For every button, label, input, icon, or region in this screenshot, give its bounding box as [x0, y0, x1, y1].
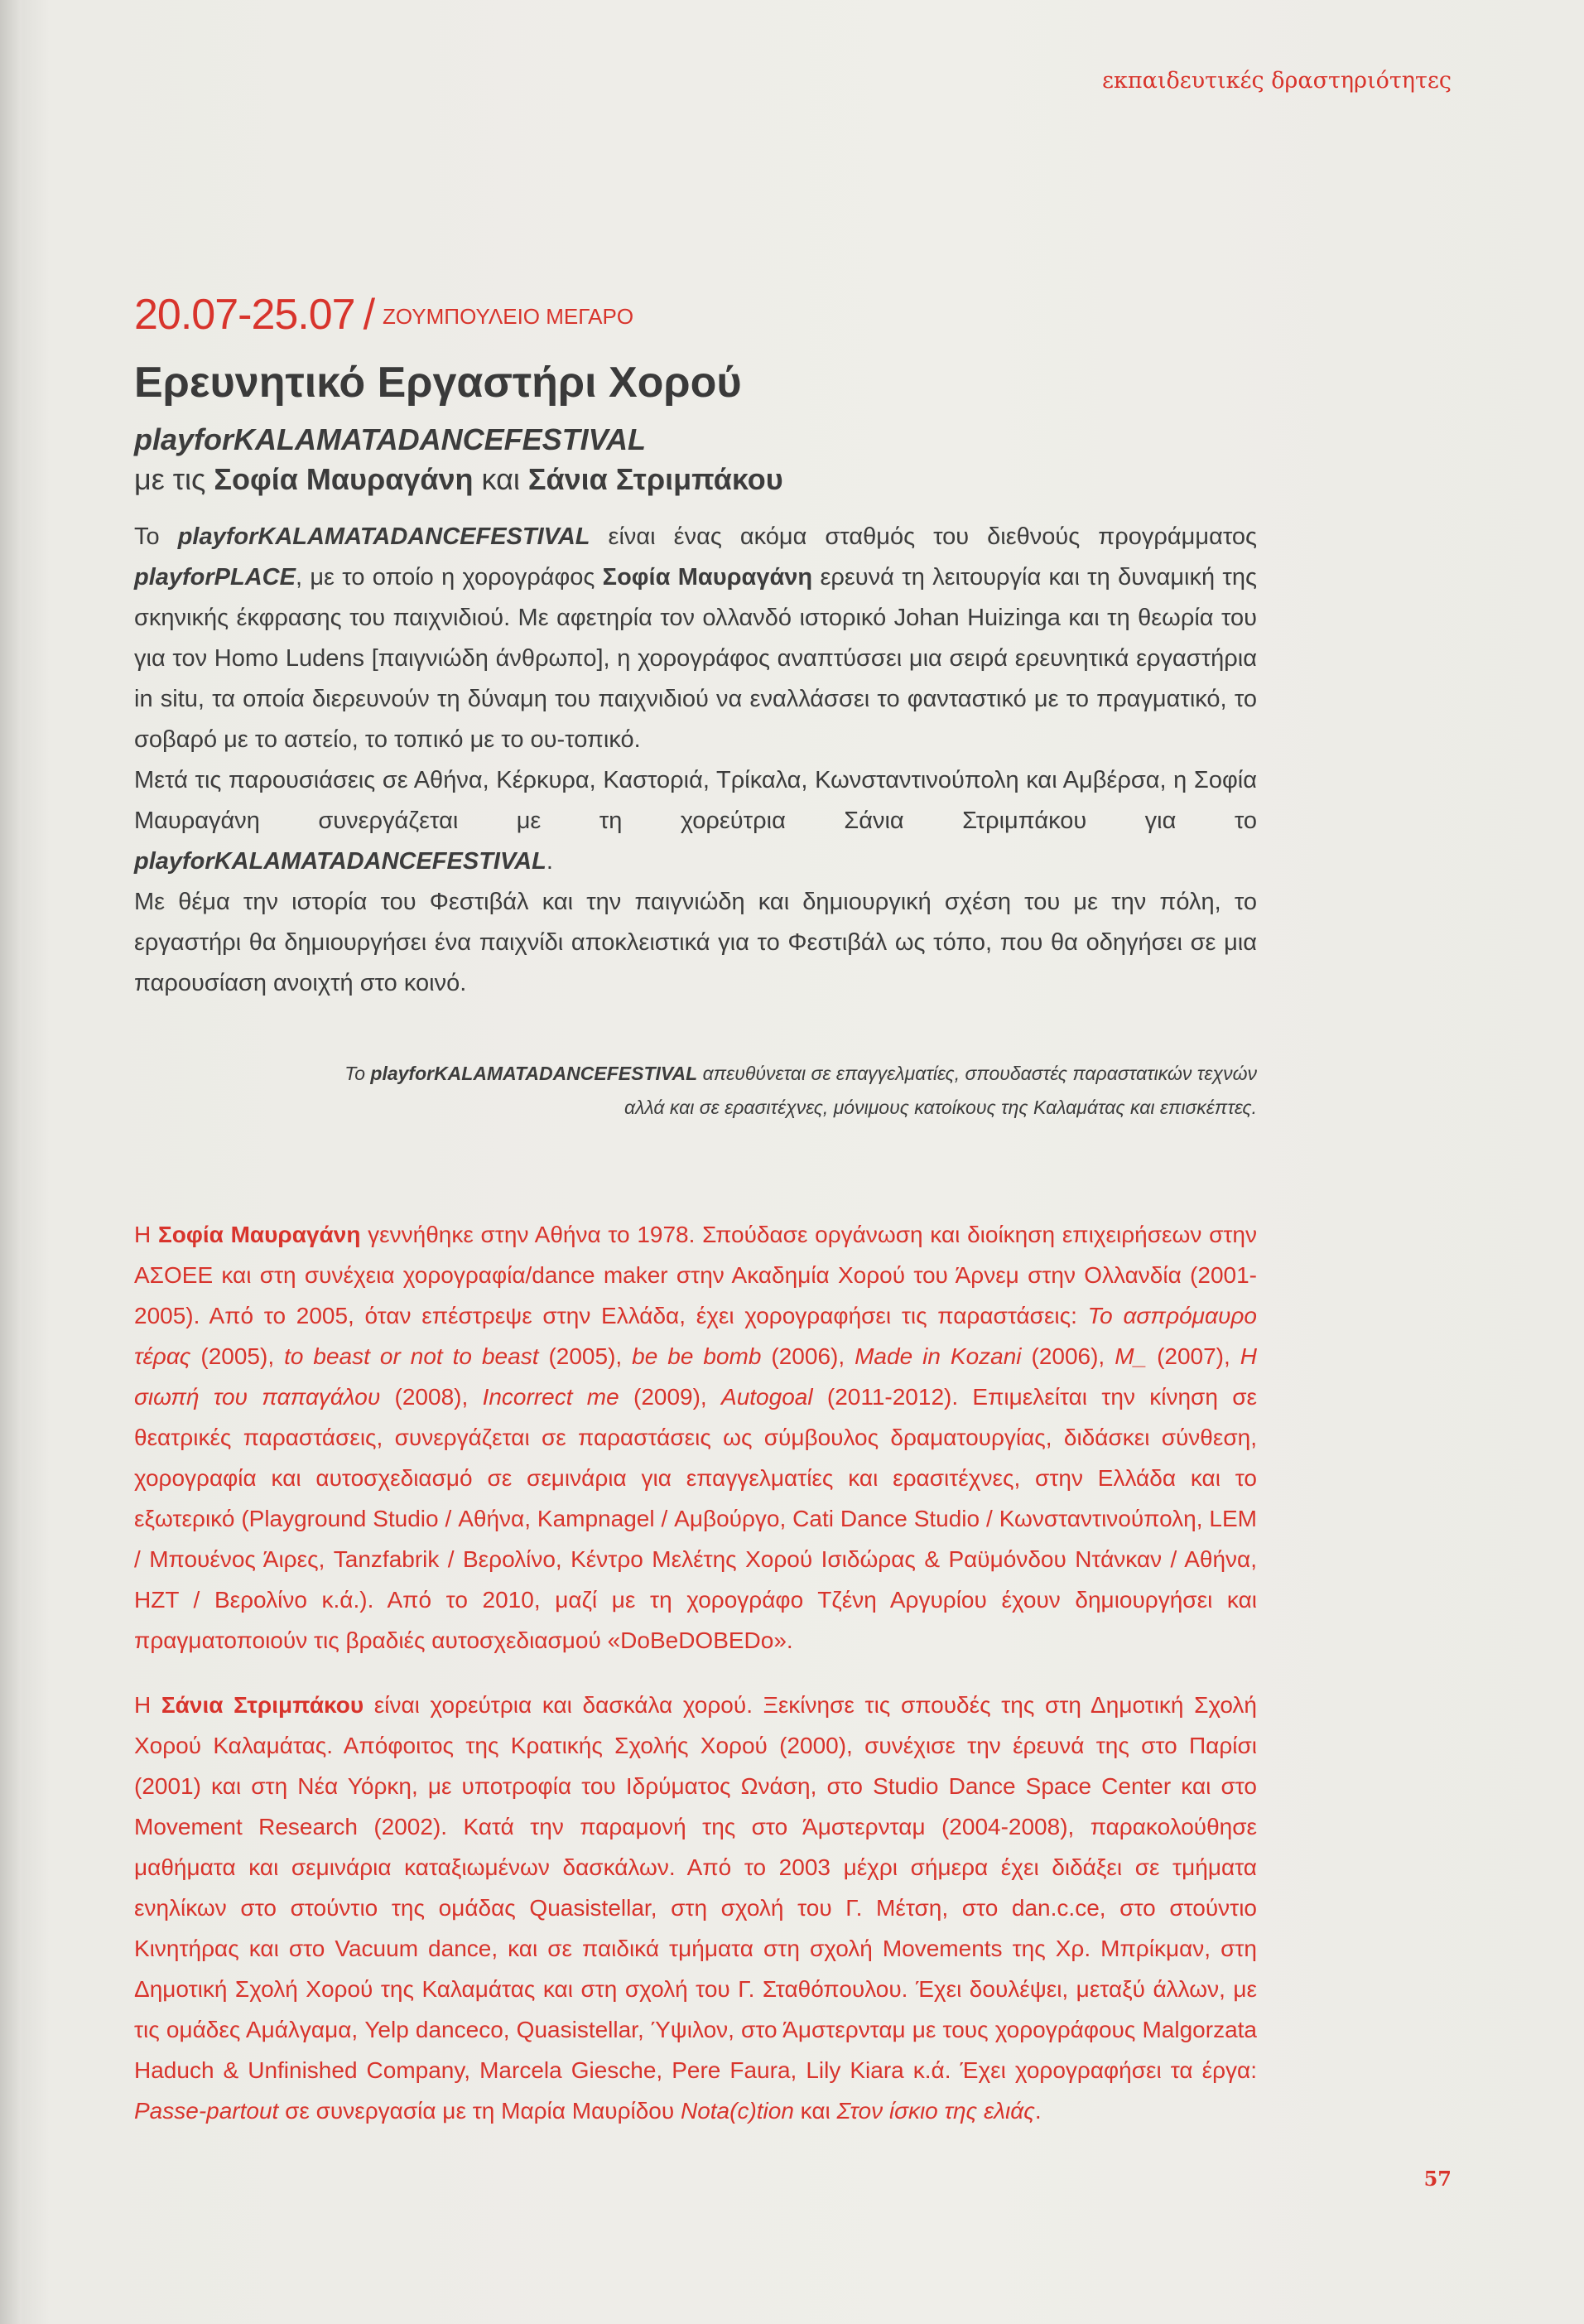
text-run: , με το οποίο η χορογράφος — [295, 564, 603, 591]
text-run: Το — [344, 1063, 371, 1084]
text-run: Made in Kozani — [855, 1343, 1022, 1369]
text-run: Σοφία Μαυραγάνη — [602, 564, 813, 591]
bio-sofia-mavragani — [134, 1214, 1257, 1661]
text-run: (2009), — [619, 1384, 722, 1410]
page-spine — [0, 0, 22, 2324]
text-run: playforPLACE — [134, 564, 296, 591]
audience-note — [344, 1057, 1257, 1125]
text-run: (2006), — [761, 1343, 855, 1369]
text-run: γεννήθηκε στην Αθήνα το 1978. Σπούδασε οργάνωση και διοίκηση επιχειρήσεων στην ΑΣΟΕΕ και στη συνέχεια χορογραφία/dance maker στην Ακαδημία Χορού του Άρνεμ στην Ολλανδία (2001-2005). Από το 2005, όταν επέστρεψε στην Ελλάδα, έχει χορογραφήσει τις παραστάσεις: — [134, 1222, 1258, 1328]
page-number: 57 — [1423, 2167, 1452, 2191]
text-run: (2005), — [538, 1343, 633, 1369]
text-run: απευθύνεται σε επαγγελματίες, σπουδαστές παραστατικών τεχνών — [697, 1063, 1257, 1084]
text-run: (2011-2012). Επιμελείται την κίνηση σε θεατρικές παραστάσεις, συνεργάζεται σε παραστάσεις ως σύμβουλος δραματουργίας, διδάσκει σύνθεση, χορογραφία και αυτοσχεδιασμό σε σεμινάρια για επαγγελματίες και ερασιτέχνες, στην Ελλάδα και το εξωτερικό (Playground Studio / Αθήνα, Kampnagel / Αμβούργο, Cati Dance Studio / Κωνσταντινούπολη, LEM / Μπουένος Άιρες, Tanzfabrik / Βερολίνο, Κέντρο Μελέτης Χορού Ισιδώρας & Ραϋμόνδου Ντάνκαν / Αθήνα, HZT / Βερολίνο κ.ά.). Από το 2010, μαζί με τη χορογράφο Τζένη Αργυρίου έχουν δημιουργήσει και πραγματοποιούν τις βραδιές αυτοσχεδιασμού «DoBeDOBEDo». — [134, 1384, 1257, 1653]
text-run: ερευνά τη λειτουργία και τη δυναμική της σκηνικής έκφρασης του παιχνιδιού. Με αφετηρία τον ολλανδό ιστορικό Johan Huizinga και τη θεωρία του για τον Homo Ludens [παιγνιώδη άνθρωπο], η χορογράφος αναπτύσσει μια σειρά ερευνητικά εργαστήρια in situ, τα οποία διερευνούν τη δύναμη του παιχνιδιού να εναλλάσσει το φανταστικό με το πραγματικό, το σοβαρό με το αστείο, το τοπικό με το ου-τοπικό. — [134, 564, 1257, 753]
text-run: σε συνεργασία με τη Μαρία Μαυρίδου — [278, 2098, 681, 2124]
conjunction: και — [481, 462, 520, 496]
text-run: Η — [134, 1222, 158, 1247]
text-run: Σοφία Μαυραγάνη — [157, 1222, 361, 1247]
text-run: . — [546, 848, 553, 875]
text-run: Το ασπρόμαυρο τέρας — [134, 1303, 1257, 1369]
event-subtitle: playforKALAMATADANCEFESTIVAL — [134, 422, 646, 456]
text-run: (2005), — [190, 1343, 285, 1369]
instructor-2: Σάνια Στριμπάκου — [527, 462, 783, 496]
event-date-line — [134, 290, 633, 340]
text-run: M_ — [1115, 1343, 1148, 1369]
text-run: είναι ένας ακόμα σταθμός του διεθνούς προγράμματος — [590, 523, 1257, 550]
intro-paragraph-3 — [134, 882, 1257, 1004]
text-run: (2006), — [1021, 1343, 1115, 1369]
text-run: Η — [134, 1692, 161, 1718]
intro-paragraph-2 — [134, 760, 1257, 882]
text-run: Μετά τις παρουσιάσεις σε Αθήνα, Κέρκυρα, Καστοριά, Τρίκαλα, Κωνσταντινούπολη και Αμβέρσα, η Σοφία Μαυραγάνη συνεργάζεται με τη χορεύτρια Σάνια Στριμπάκου για το — [134, 767, 1257, 834]
event-date: 20.07-25.07 — [134, 291, 355, 339]
text-run: playforKALAMATADANCEFESTIVAL — [134, 848, 546, 875]
text-run: playforKALAMATADANCEFESTIVAL — [370, 1063, 698, 1084]
text-run: Passe-partout — [134, 2098, 279, 2124]
text-run: αλλά και σε ερασιτέχνες, μόνιμους κατοίκους της Καλαμάτας και επισκέπτες. — [623, 1097, 1257, 1118]
bio-2-text — [134, 1685, 1257, 2131]
text-run: Autogoal — [721, 1384, 813, 1410]
bio-1-text — [134, 1214, 1257, 1661]
text-run: (2008), — [380, 1384, 483, 1410]
text-run: Σάνια Στριμπάκου — [161, 1692, 364, 1718]
text-run: playforKALAMATADANCEFESTIVAL — [177, 523, 590, 550]
text-run: είναι χορεύτρια και δασκάλα χορού. Ξεκίνησε τις σπουδές της στη Δημοτική Σχολή Χορού Καλαμάτας. Απόφοιτος της Κρατικής Σχολής Χορού (2000), συνέχισε την έρευνά της στο Παρίσι (2001) και στη Νέα Υόρκη, με υποτροφία του Ιδρύματος Ωνάση, στο Studio Dance Space Center και στο Movement Research (2002). Κατά την παραμονή της στο Άμστερνταμ (2004-2008), παρακολούθησε μαθήματα και σεμινάρια καταξιωμένων δασκάλων. Από το 2003 μέχρι σήμερα έχει διδάξει σε τμήματα ενηλίκων στο στούντιο της ομάδας Quasistellar, στη σχολή του Γ. Μέτση, στο dan.c.ce, στο στούντιο Κινητήρας και στο Vacuum dance, και σε παιδικά τμήματα στη σχολή Movements της Χρ. Μπρίκμαν, στη Δημοτική Σχολή Χορού της Καλαμάτας και στη σχολή του Γ. Σταθόπουλου. Έχει δουλέψει, μεταξύ άλλων, με τις ομάδες Αμάλγαμα, Yelp danceco, Quasistellar, Ύψιλον, στο Άμστερνταμ με τους χορογράφους Malgorzata Haduch & Unfinished Company, Marcela Giesche, Pere Faura, Lily Kiara κ.ά. Έχει χορογραφήσει τα έργα: — [134, 1692, 1257, 2083]
event-title: Ερευνητικό Εργαστήρι Χορού — [134, 359, 742, 407]
event-venue: ΖΟΥΜΠΟΥΛΕΙΟ ΜΕΓΑΡΟ — [383, 304, 634, 329]
bio-sania-strimpakou — [134, 1685, 1257, 2131]
audience-note-line-1 — [344, 1057, 1257, 1091]
running-head: εκπαιδευτικές δραστηριότητες — [1102, 68, 1452, 94]
text-run: Το — [134, 523, 178, 550]
date-separator: / — [363, 291, 375, 339]
text-run: . — [1034, 2098, 1042, 2124]
intro-paragraph-1 — [134, 517, 1257, 760]
intro-text — [134, 517, 1257, 1004]
text-run: Nota(c)tion — [680, 2098, 794, 2124]
text-run: to beast or not to beast — [284, 1343, 539, 1369]
text-run: Στον ίσκιο της ελιάς — [836, 2098, 1035, 2124]
audience-note-line-2 — [344, 1091, 1257, 1125]
text-run: be be bomb — [632, 1343, 762, 1369]
text-run: (2007), — [1147, 1343, 1240, 1369]
text-run: Incorrect me — [482, 1384, 619, 1410]
with-prefix: με τις — [134, 462, 206, 496]
text-run: Η σιωπή του παπαγάλου — [134, 1343, 1257, 1410]
text-run: και — [793, 2098, 837, 2124]
instructor-1: Σοφία Μαυραγάνη — [214, 462, 474, 496]
instructors-line — [134, 462, 783, 497]
text-run: Με θέμα την ιστορία του Φεστιβάλ και την παιγνιώδη και δημιουργική σχέση του με την πόλη, το εργαστήρι θα δημιουργήσει ένα παιχνίδι αποκλειστικά για το Φεστιβάλ ως τόπο, που θα οδηγήσει σε μια παρουσίαση ανοιχτή στο κοινό. — [134, 889, 1257, 996]
